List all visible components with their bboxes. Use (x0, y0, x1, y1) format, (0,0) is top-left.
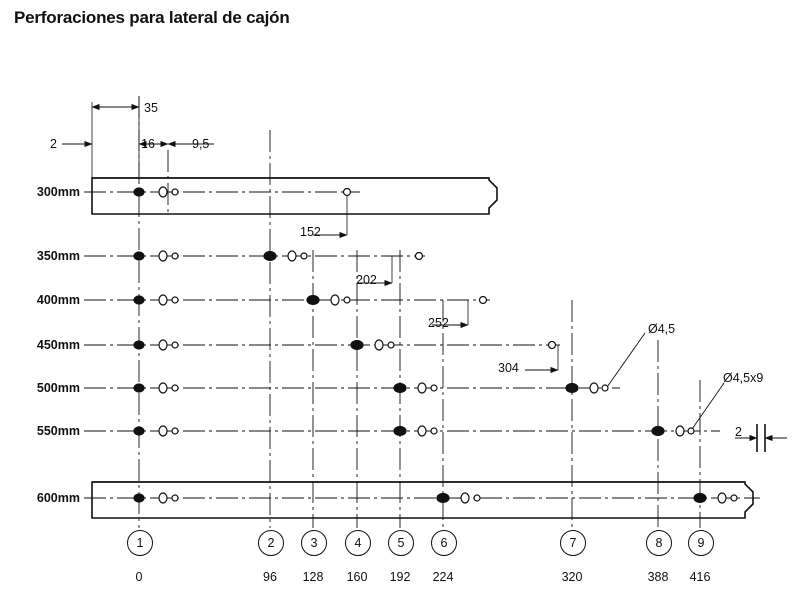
row-label-300: 300mm (36, 185, 80, 199)
column-value-7: 320 (561, 570, 583, 584)
dimension-252: 252 (428, 316, 449, 330)
column-value-3: 128 (302, 570, 324, 584)
dimension-304: 304 (498, 361, 519, 375)
callout-diameter-45: Ø4,5 (648, 322, 676, 336)
row-label-600: 600mm (36, 491, 80, 505)
dimension-95: 9,5 (192, 137, 210, 151)
column-marker-4: 4 (345, 530, 371, 556)
column-marker-7: 7 (560, 530, 586, 556)
column-marker-1: 1 (127, 530, 153, 556)
column-value-2: 96 (263, 570, 277, 584)
row-label-400: 400mm (36, 293, 80, 307)
page-title: Perforaciones para lateral de cajón (14, 8, 290, 27)
column-value-5: 192 (389, 570, 411, 584)
column-value-1: 0 (135, 570, 143, 584)
column-marker-8: 8 (646, 530, 672, 556)
callout-diameter-45x9: Ø4,5x9 (723, 371, 764, 385)
dimension-152: 152 (300, 225, 321, 239)
dimension-202: 202 (356, 273, 377, 287)
dimension-16: 16 (141, 137, 155, 151)
column-marker-3: 3 (301, 530, 327, 556)
row-label-550: 550mm (36, 424, 80, 438)
dimension-35: 35 (144, 101, 158, 115)
row-label-350: 350mm (36, 249, 80, 263)
row-label-500: 500mm (36, 381, 80, 395)
row-label-450: 450mm (36, 338, 80, 352)
column-marker-6: 6 (431, 530, 457, 556)
column-value-6: 224 (432, 570, 454, 584)
dimension-2-top: 2 (50, 137, 57, 151)
column-marker-5: 5 (388, 530, 414, 556)
column-marker-2: 2 (258, 530, 284, 556)
column-marker-9: 9 (688, 530, 714, 556)
dimension-2-right: 2 (735, 425, 742, 439)
column-value-4: 160 (346, 570, 368, 584)
column-value-8: 388 (647, 570, 669, 584)
column-value-9: 416 (689, 570, 711, 584)
